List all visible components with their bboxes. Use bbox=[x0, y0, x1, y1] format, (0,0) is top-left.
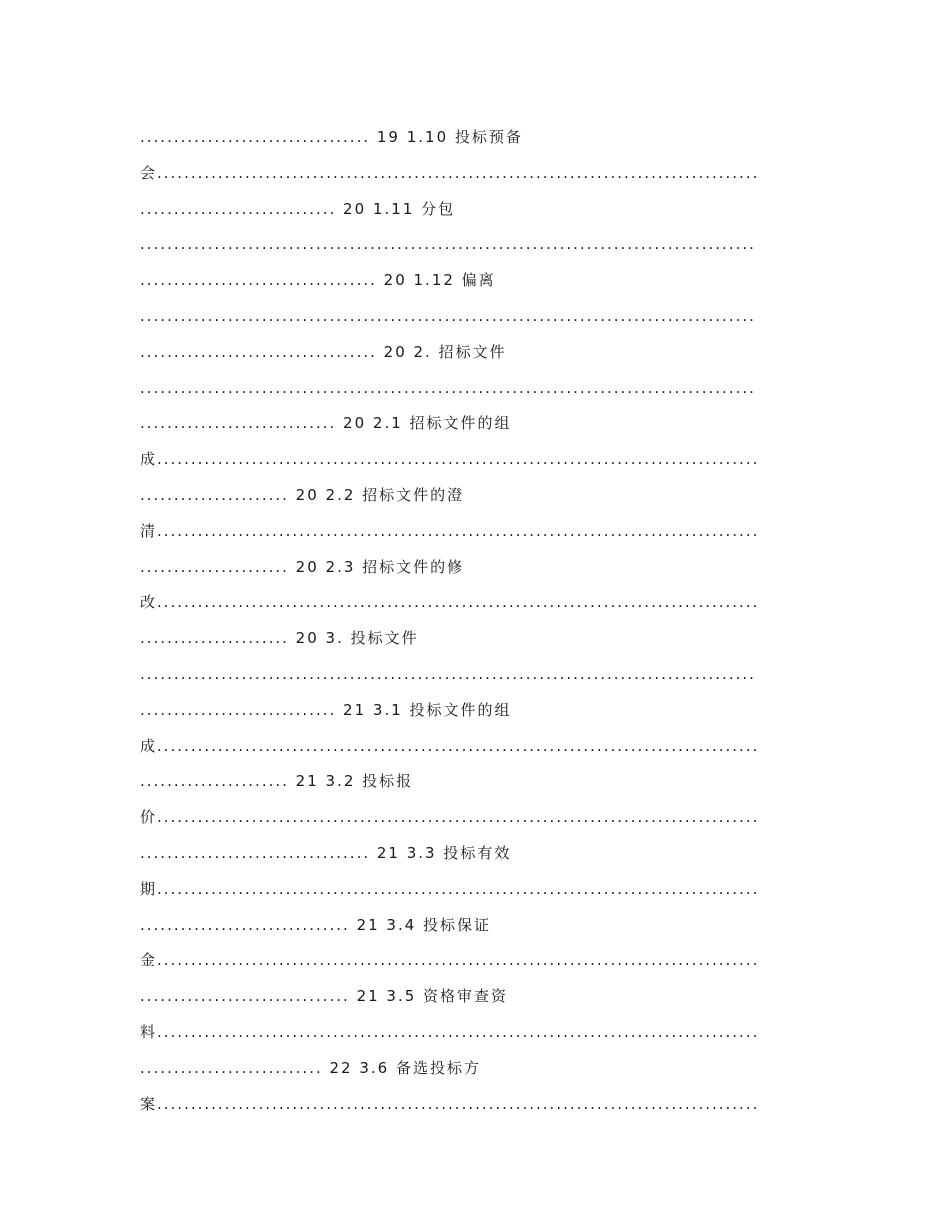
toc-line: ............................... 21 3.5 资格审查资 bbox=[140, 987, 509, 1006]
toc-line: ................................... 20 1.12 偏离 bbox=[140, 271, 496, 290]
toc-line: 成......................................................................................... bbox=[140, 736, 760, 755]
toc-line: 成......................................................................................... bbox=[140, 450, 760, 469]
table-of-contents bbox=[140, 120, 808, 1122]
toc-line: 价......................................................................................... bbox=[140, 808, 760, 827]
toc-line: 料......................................................................................... bbox=[140, 1022, 760, 1041]
toc-line: 改......................................................................................... bbox=[140, 593, 760, 612]
toc-line: ........................................................................................... bbox=[140, 235, 756, 254]
toc-line: .................................. 21 3.3 投标有效 bbox=[140, 843, 512, 862]
toc-line: ........................... 22 3.6 备选投标方 bbox=[140, 1058, 481, 1077]
toc-line: 案......................................................................................... bbox=[140, 1094, 760, 1113]
toc-line: 期......................................................................................... bbox=[140, 879, 760, 898]
toc-line: ............................. 21 3.1 投标文件的组 bbox=[140, 700, 512, 719]
toc-line: ............................. 20 1.11 分包 bbox=[140, 199, 456, 218]
toc-line: .................................. 19 1.10 投标预备 bbox=[140, 128, 523, 146]
toc-line: ........................................................................................... bbox=[140, 306, 756, 325]
toc-line: 清......................................................................................... bbox=[140, 521, 760, 540]
toc-line: ............................. 20 2.1 招标文件的组 bbox=[140, 414, 512, 433]
toc-line: ............................... 21 3.4 投标保证 bbox=[140, 915, 492, 934]
toc-line: ........................................................................................... bbox=[140, 664, 756, 683]
toc-line: ...................... 21 3.2 投标报 bbox=[140, 772, 414, 791]
toc-line: ................................... 20 2. 招标文件 bbox=[140, 342, 507, 361]
toc-line: ...................... 20 3. 投标文件 bbox=[140, 629, 419, 648]
toc-line: ...................... 20 2.3 招标文件的修 bbox=[140, 557, 465, 576]
toc-line: 会......................................................................................... bbox=[140, 163, 760, 182]
toc-line: ...................... 20 2.2 招标文件的澄 bbox=[140, 485, 465, 504]
toc-line: ........................................................................................... bbox=[140, 378, 756, 397]
toc-line: 金......................................................................................... bbox=[140, 951, 760, 970]
